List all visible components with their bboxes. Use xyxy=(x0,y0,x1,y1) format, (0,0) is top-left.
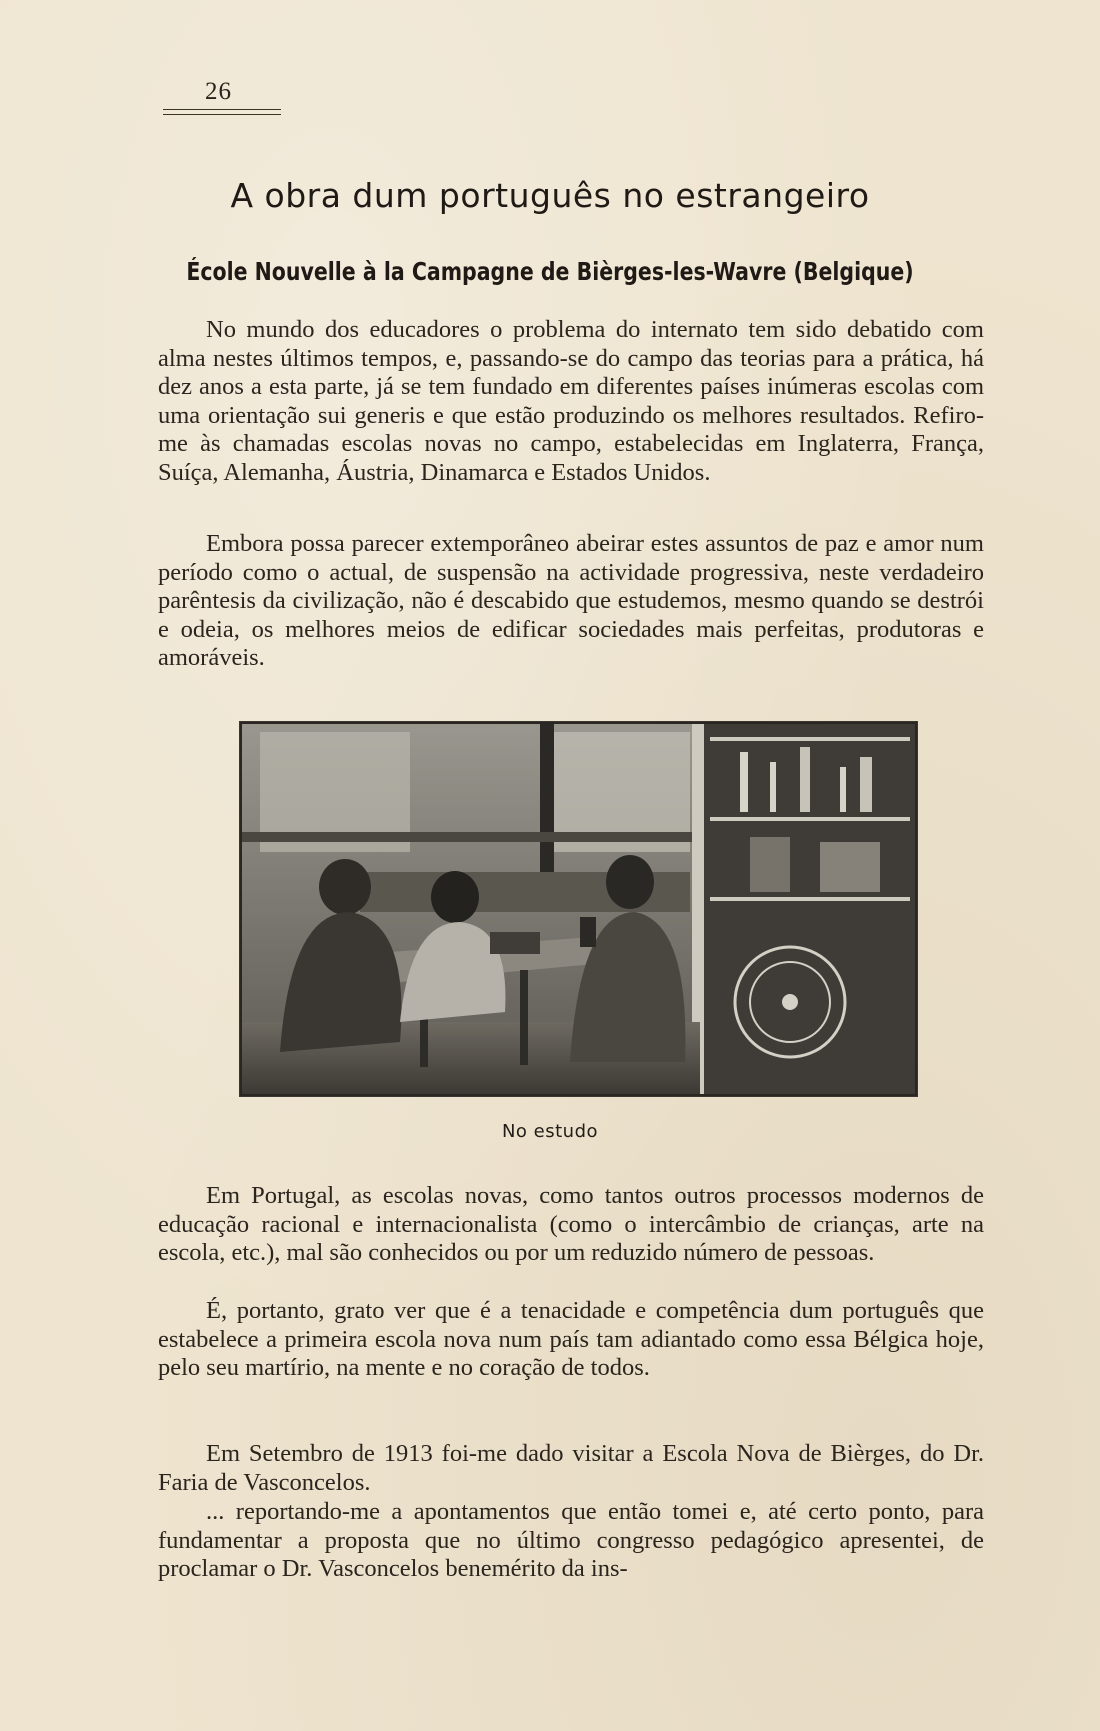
paragraph-4: É, portanto, grato ver que é a tenacidade e competência dum português que estabelece a primeira escola nova num país tam adiantado como essa Bélgica hoje, pelo seu martírio, na mente e no coração de todos. xyxy=(158,1297,984,1382)
study-photograph xyxy=(240,722,917,1096)
paragraph-6: ... reportando-me a apontamentos que então tomei e, até certo ponto, para fundamentar a proposta que no último congresso pedagógico apresentei, de proclamar o Dr. Vasconcelos benemérito da ins- xyxy=(158,1498,984,1583)
study-photograph-illustration xyxy=(240,722,917,1096)
article-title: A obra dum português no estrangeiro xyxy=(230,176,870,215)
figure-caption: No estudo xyxy=(501,1121,599,1142)
paragraph-2: Embora possa parecer extemporâneo abeirar estes assuntos de paz e amor num período como o actual, de suspensão na actividade progressiva, neste verdadeiro parêntesis da civilização, não é descabido que estudemos, mesmo quando se destrói e odeia, os melhores meios de edificar sociedades mais perfeitas, produtoras e amoráveis. xyxy=(158,530,984,672)
header-rule-top xyxy=(163,109,281,110)
article-subtitle: École Nouvelle à la Campagne de Bièrges-les-Wavre (Belgique) xyxy=(186,257,914,286)
page-number: 26 xyxy=(205,78,232,105)
paragraph-1: No mundo dos educadores o problema do internato tem sido debatido com alma nestes últimos tempos, e, passando-se do campo das teorias para a prática, há dez anos a esta parte, já se tem fundado em diferentes países inúmeras escolas com uma orientação sui generis e que estão produzindo os melhores resultados. Refiro-me às chamadas escolas novas no campo, estabelecidas em Inglaterra, França, Suíça, Alemanha, Áustria, Dinamarca e Estados Unidos. xyxy=(158,316,984,486)
header-rule-bottom xyxy=(163,114,281,115)
paragraph-3: Em Portugal, as escolas novas, como tantos outros processos modernos de educação racional e internacionalista (como o intercâmbio de crianças, arte na escola, etc.), mal são conhecidos ou por um reduzido número de pessoas. xyxy=(158,1182,984,1267)
paragraph-5: Em Setembro de 1913 foi-me dado visitar a Escola Nova de Bièrges, do Dr. Faria de Vasconcelos. xyxy=(158,1440,984,1496)
